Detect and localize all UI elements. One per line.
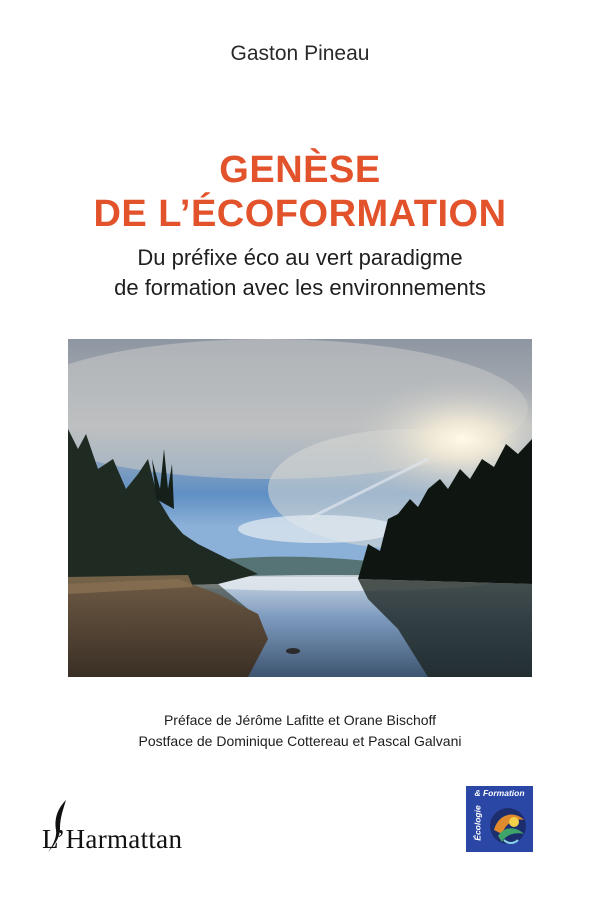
- author-name: Gaston Pineau: [230, 42, 370, 65]
- book-title: [0, 148, 600, 236]
- title-line-1: GENÈSE: [219, 149, 381, 191]
- credits: [0, 710, 600, 752]
- publisher-logo: [36, 798, 236, 858]
- postface-line: Postface de Dominique Cottereau et Pascal Galvani: [138, 733, 462, 749]
- series-badge: [466, 786, 533, 852]
- subtitle-line-1: Du préfixe éco au vert paradigme: [137, 245, 463, 270]
- series-logo-icon: [484, 800, 530, 850]
- publisher-name: L’Harmattan: [42, 824, 183, 854]
- series-side-label: Écologie: [472, 805, 483, 841]
- cover-photo: [68, 339, 532, 677]
- book-subtitle: [0, 243, 600, 303]
- series-top-label: & Formation: [474, 788, 525, 798]
- subtitle-line-2: de formation avec les environnements: [114, 275, 486, 300]
- preface-line: Préface de Jérôme Lafitte et Orane Bischoff: [163, 712, 437, 728]
- title-line-2: DE L’ÉCOFORMATION: [93, 193, 507, 235]
